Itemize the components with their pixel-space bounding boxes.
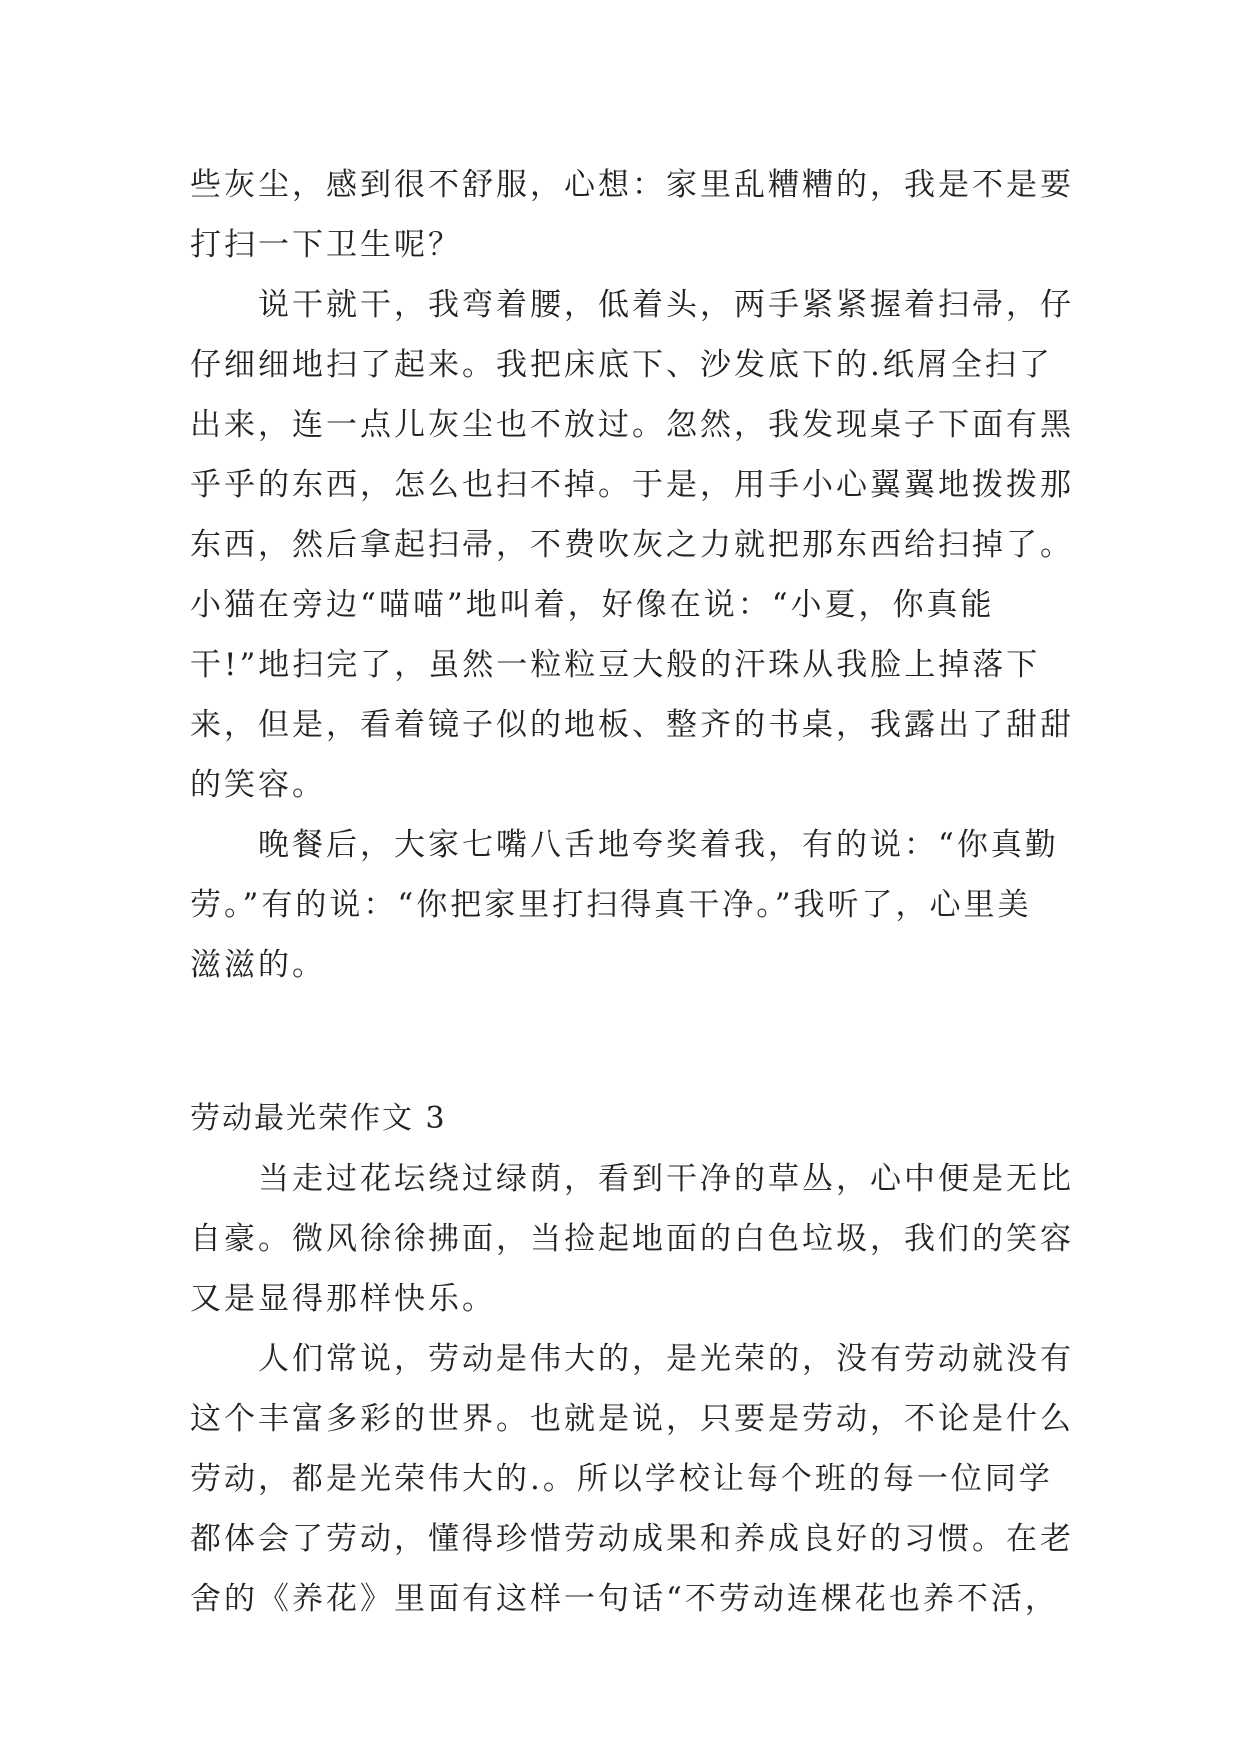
text-line: 劳。”有的说：“你把家里打扫得真干净。”我听了，心里美 (190, 887, 1032, 923)
text-line: 自豪。微风徐徐拂面，当捡起地面的白色垃圾，我们的笑容 (190, 1221, 1074, 1257)
paragraph-flower-bed (190, 1149, 1074, 1329)
text-line: 乎乎的东西，怎么也扫不掉。于是，用手小心翼翼地拨拨那 (190, 467, 1074, 503)
text-line: 这个丰富多彩的世界。也就是说，只要是劳动，不论是什么 (190, 1401, 1074, 1437)
essay-body (190, 155, 1074, 1629)
continuation-paragraph (190, 155, 1074, 275)
text-line: 打扫一下卫生呢？ (190, 227, 462, 263)
text-line: 人们常说，劳动是伟大的，是光荣的，没有劳动就没有 (258, 1341, 1074, 1377)
text-line: 来，但是，看着镜子似的地板、整齐的书桌，我露出了甜甜 (190, 707, 1074, 743)
text-line: 滋滋的。 (190, 947, 326, 983)
section-title: 劳动最光荣作文 3 (190, 1101, 447, 1136)
text-line: 当走过花坛绕过绿荫，看到干净的草丛，心中便是无比 (258, 1161, 1074, 1197)
text-line: 又是显得那样快乐。 (190, 1281, 496, 1317)
text-line: 劳动，都是光荣伟大的.。所以学校让每个班的每一位同学 (190, 1461, 1053, 1497)
paragraph-labor-is-great (190, 1329, 1074, 1629)
paragraph-dinner (190, 815, 1070, 995)
text-line: 都体会了劳动，懂得珍惜劳动成果和养成良好的习惯。在老 (190, 1521, 1074, 1557)
text-line: 干!”地扫完了，虽然一粒粒豆大般的汗珠从我脸上掉落下 (190, 647, 1041, 683)
text-line: 说干就干，我弯着腰，低着头，两手紧紧握着扫帚，仔 (258, 287, 1074, 323)
text-line: 舍的《养花》里面有这样一句话“不劳动连棵花也养不活， (190, 1581, 1059, 1617)
paragraph-sweeping (190, 275, 1074, 815)
text-line: 仔细细地扫了起来。我把床底下、沙发底下的.纸屑全扫了 (190, 347, 1053, 383)
text-line: 出来，连一点儿灰尘也不放过。忽然，我发现桌子下面有黑 (190, 407, 1074, 443)
text-line: 东西，然后拿起扫帚，不费吹灰之力就把那东西给扫掉了。 (190, 527, 1074, 563)
text-line: 晚餐后，大家七嘴八舌地夸奖着我，有的说：“你真勤 (258, 827, 1059, 863)
text-line: 小猫在旁边“喵喵”地叫着，好像在说：“小夏，你真能 (190, 587, 995, 623)
text-line: 的笑容。 (190, 767, 326, 803)
text-line: 些灰尘，感到很不舒服，心想：家里乱糟糟的，我是不是要 (190, 167, 1074, 203)
section-spacer (190, 995, 1070, 1089)
